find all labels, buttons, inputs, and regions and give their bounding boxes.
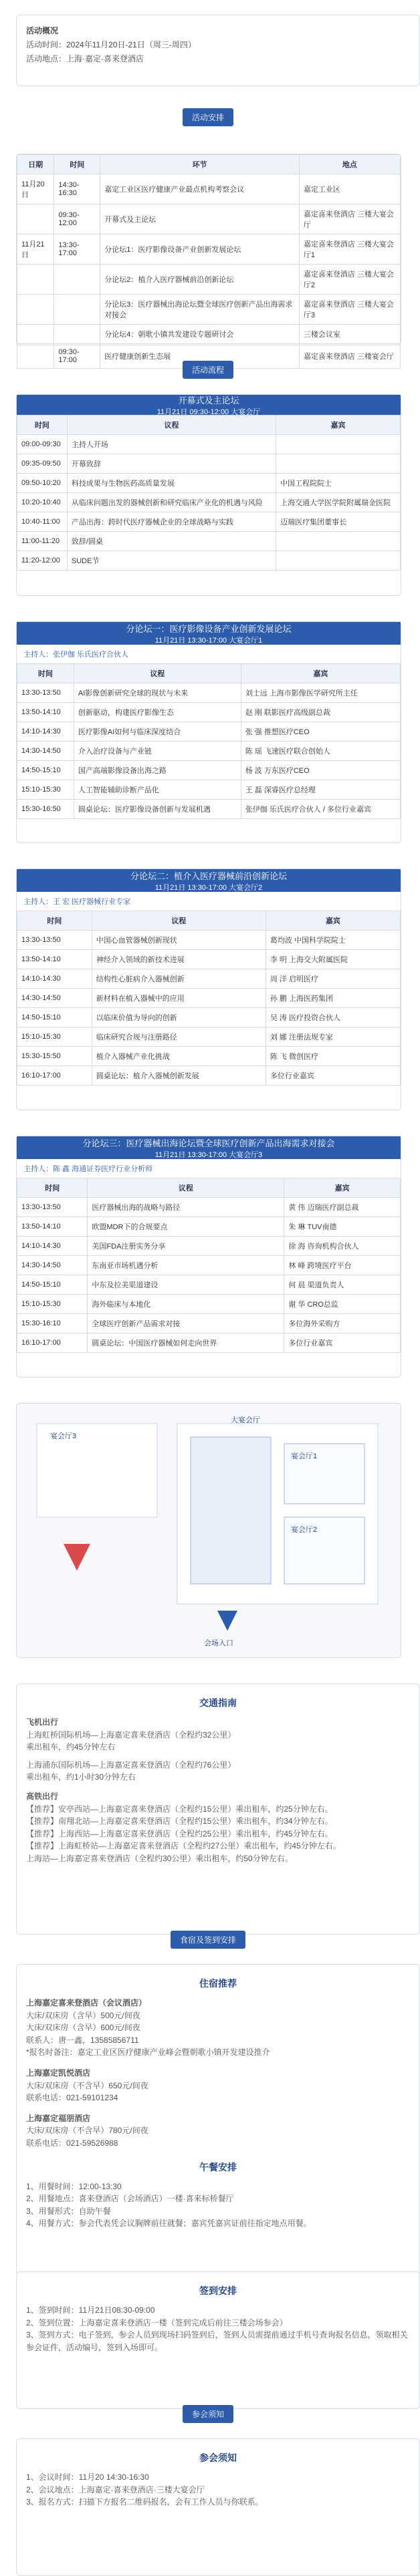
- flight-title: 飞机出行: [26, 1718, 59, 1727]
- forum1-header-time: 时间: [17, 664, 74, 683]
- lunch-item: 1、用餐时间：12:00-13:30: [26, 2181, 122, 2191]
- forum2-subtitle: 11月21日 13:30-17:00 大宴会厅2: [154, 883, 263, 892]
- forum1-guest: 陈 瑶 飞速医疗联合创始人: [241, 742, 400, 761]
- main-forum-guest: 中国工程院院士: [276, 474, 401, 493]
- lunch-item: 3、用餐形式：自助午餐: [26, 2206, 111, 2216]
- main-forum-topic: 致辞/圆桌: [67, 532, 276, 551]
- forum2-header-time: 时间: [17, 911, 92, 931]
- notice-item: 2、会议地点：上海嘉定·喜来登酒店·三楼大宴会厅: [26, 2484, 205, 2494]
- forum1-row: [17, 703, 401, 722]
- main-forum-time: 09:50-10:20: [17, 474, 68, 493]
- main-forum-guest: [276, 454, 401, 474]
- signin-item: 1、签到时间：11月21日08:30-09:00: [26, 2305, 155, 2315]
- forum3-guest: 多位行业嘉宾: [284, 1333, 401, 1353]
- forum3-topic: 中东及拉美渠道建设: [88, 1275, 284, 1295]
- agenda-date: [17, 325, 54, 344]
- forum2-time: 14:30-14:50: [17, 989, 92, 1008]
- forum3-topic: 东南亚市场机遇分析: [88, 1256, 284, 1275]
- forum1-guest: 张伊伽 乐氏医疗合伙人 / 多位行业嘉宾: [241, 800, 400, 819]
- map-label-hall2: 宴会厅2: [291, 1526, 318, 1534]
- main-forum-time: 10:20-10:40: [17, 493, 68, 512]
- hotel-pill-wrap: [16, 1931, 400, 1944]
- signin-card: [16, 2271, 420, 2409]
- lunch-item: 2、用餐地点：喜来登酒店（会场酒店）一楼·喜来标桥餐厅: [26, 2194, 234, 2204]
- hotel-title: 住宿推荐: [199, 1978, 237, 1989]
- flight-2b: 乘出租车，约1小时30分钟左右: [26, 1772, 136, 1782]
- agenda-row: [17, 234, 401, 265]
- hotel1-name: 上海嘉定喜来登酒店（会议酒店）: [26, 1998, 147, 2007]
- forum2-topic: 以临床价值为导向的创新: [92, 1008, 266, 1027]
- program-pill: 活动流程: [183, 361, 233, 379]
- forum2-time: 13:30-13:50: [17, 931, 92, 950]
- hotel2-phone: 联系电话：021-59101234: [26, 2093, 118, 2103]
- forum3-topic: 欧盟MDR下的合规要点: [88, 1217, 284, 1237]
- agenda-time: [54, 265, 100, 295]
- agenda-header-item: 环节: [100, 155, 300, 174]
- forum2-time: 14:10-14:30: [17, 969, 92, 989]
- forum3-topic: 医疗器械出海的战略与路径: [88, 1198, 284, 1217]
- forum1-guest: 杨 波 万东医疗CEO: [241, 761, 400, 780]
- forum2-header-topic: 议程: [92, 911, 266, 931]
- hotel1-price2: 大床/双床房（含早）600元/间夜: [26, 2023, 140, 2033]
- agenda-place: 嘉定喜来登酒店 三楼大宴会厅2: [299, 265, 400, 295]
- hotel-card: [16, 1964, 420, 2275]
- forum2-topic: 中国心血管器械创新现状: [92, 931, 266, 950]
- main-forum-row: [17, 512, 401, 532]
- meeting-place: 活动地点：上海·嘉定·喜来登酒店: [26, 54, 144, 63]
- forum1-time: 13:50-14:10: [17, 703, 74, 722]
- main-forum-row: [17, 474, 401, 493]
- agenda-item: 分论坛4：朝歌小镇共发建设专题研讨会: [100, 325, 300, 344]
- forum2-header-guest: 嘉宾: [266, 911, 400, 931]
- forum3-title: 分论坛三：医疗器械出海论坛暨全球医疗创新产品出海需求对接会: [82, 1138, 335, 1148]
- forum1-title-bar: [17, 622, 401, 645]
- map-label-main-hall: 大宴会厅: [231, 1416, 260, 1424]
- forum1-header-topic: 议程: [74, 664, 241, 683]
- agenda-time: [54, 295, 100, 325]
- lunch-title: 午餐安排: [199, 2161, 237, 2172]
- forum3-time: 16:10-17:00: [17, 1333, 88, 1353]
- forum2-title-bar: [17, 869, 401, 892]
- map-label-hall1: 宴会厅1: [291, 1452, 318, 1460]
- main-forum-title-bar: [17, 395, 401, 415]
- main-forum-topic: 产品出海：跨时代医疗器械企业的全球战略与实践: [67, 512, 276, 532]
- main-forum-card: [16, 394, 401, 596]
- hotel1-price1: 大床/双床房（含早）500元/间夜: [26, 2010, 140, 2020]
- forum1-guest: 王 磊 深睿医疗总经理: [241, 780, 400, 800]
- train-2: 【推荐】南翔北站—上海嘉定喜来登酒店（全程约15公里）乘出租车，约34分钟左右。: [26, 1816, 333, 1826]
- forum1-row: [17, 800, 401, 819]
- forum2-title: 分论坛二：植介入医疗器械前沿创新论坛: [130, 870, 287, 881]
- forum2-guest: 陈 飞 微创医疗: [266, 1047, 400, 1066]
- forum3-time: 14:30-14:50: [17, 1256, 88, 1275]
- hotel2-name: 上海嘉定凯悦酒店: [26, 2068, 91, 2078]
- train-3: 【推荐】上海西站—上海嘉定喜来登酒店（全程约25公里）乘出租车，约45分钟左右。: [26, 1828, 333, 1838]
- contact-pill-wrap: [16, 2405, 400, 2418]
- forum3-topic: 圆桌论坛：中国医疗器械如何走向世界: [88, 1333, 284, 1353]
- forum3-row: [17, 1198, 401, 1217]
- hotel1-note: *报名时备注：嘉定工业区医疗健康产业峰会暨朝歌小镇开发建设推介: [26, 2048, 270, 2058]
- agenda-time: 09:30-17:00: [54, 344, 100, 369]
- forum1-title-wrap: [126, 622, 291, 645]
- main-forum-table: [17, 415, 401, 571]
- forum2-row: [17, 950, 401, 969]
- forum2-topic: 临床研究合规与注册路径: [92, 1027, 266, 1047]
- contact-pill: 参会须知: [183, 2405, 233, 2423]
- signin-item: 3、签到方式：电子签到，参会人员到现场扫码签到后，签到人员需提前通过手机号查询报名信息，领取相关参会证件，活动编号，签到入场即可。: [26, 2330, 408, 2352]
- agenda-time: 14:30-16:30: [54, 174, 100, 204]
- map-label-hall3: 宴会厅3: [50, 1432, 77, 1440]
- meeting-info-title: 活动概况: [26, 26, 59, 35]
- agenda-header-place: 地点: [299, 155, 400, 174]
- train-5: 上海站—上海嘉定喜来登酒店（全程约30公里）乘出租车，约50分钟左右。: [26, 1853, 293, 1863]
- agenda-row: [17, 204, 401, 234]
- forum1-time: 15:10-15:30: [17, 780, 74, 800]
- traffic-card: [16, 1683, 420, 1935]
- forum3-guest: 谢 华 CRO总监: [284, 1295, 401, 1314]
- forum3-header-row: [17, 1178, 401, 1198]
- forum3-row: [17, 1333, 401, 1353]
- hotel2-price: 大床/双床房（不含早）650元/间夜: [26, 2080, 148, 2090]
- forum2-host: 主持人：王 宏 医疗器械行业专家: [23, 898, 131, 906]
- agenda-item: 分论坛3：医疗器械出海论坛暨全球医疗创新产品出海需求对接会: [100, 295, 300, 325]
- forum1-guest: 赵 刚 联影医疗高级副总裁: [241, 703, 400, 722]
- forum2-time: 15:30-15:50: [17, 1047, 92, 1066]
- agenda-item: 分论坛2：植介入医疗器械前沿创新论坛: [100, 265, 300, 295]
- forum2-topic: 植介入器械产业化挑战: [92, 1047, 266, 1066]
- hotel3-phone: 联系电话：021-59526988: [26, 2138, 118, 2148]
- meeting-time: 活动时间：2024年11月20日-21日（周三-周四）: [26, 40, 196, 49]
- main-forum-topic: 开幕致辞: [67, 454, 276, 474]
- main-forum-guest: [276, 532, 401, 551]
- agenda-card: [16, 154, 401, 364]
- forum3-title-wrap: [82, 1136, 334, 1160]
- forum2-card: [16, 868, 401, 1110]
- agenda-header-row: [17, 155, 401, 174]
- forum3-table: [17, 1178, 401, 1353]
- main-forum-time: 09:00-09:30: [17, 435, 68, 454]
- agenda-place: 嘉定喜来登酒店 三楼大宴会厅: [299, 204, 400, 234]
- forum3-guest: 林 峰 跨境医疗平台: [284, 1256, 401, 1275]
- forum1-guest: 刘士远 上海市影像医学研究所主任: [241, 683, 400, 703]
- main-forum-guest: [276, 435, 401, 454]
- forum2-table: [17, 911, 401, 1086]
- forum1-row: [17, 683, 401, 703]
- forum2-row: [17, 1047, 401, 1066]
- agenda-item: 开幕式及主论坛: [100, 204, 300, 234]
- agenda-pill-wrap: [16, 108, 400, 122]
- forum2-time: 13:50-14:10: [17, 950, 92, 969]
- forum2-title-wrap: [130, 869, 287, 893]
- lunch-item: 4、用餐方式：参会代表凭会议胸牌前往就餐；嘉宾凭嘉宾证前往指定地点用餐。: [26, 2219, 312, 2229]
- forum3-row: [17, 1237, 401, 1256]
- forum2-time: 16:10-17:00: [17, 1066, 92, 1086]
- forum1-time: 14:10-14:30: [17, 722, 74, 742]
- flight-1: 上海虹桥国际机场—上海嘉定喜来登酒店（全程约32公里）: [26, 1730, 236, 1740]
- signin-title: 签到安排: [199, 2285, 237, 2296]
- forum1-topic: 人工智能辅助诊断产品化: [74, 780, 241, 800]
- agenda-item: 分论坛1：医疗影像设备产业创新发展论坛: [100, 234, 300, 265]
- forum2-row: [17, 989, 401, 1008]
- forum2-time: 14:50-15:10: [17, 1008, 92, 1027]
- train-1: 【推荐】安亭西站—上海嘉定喜来登酒店（全程约15公里）乘出租车，约25分钟左右。: [26, 1804, 333, 1814]
- notice-card: [16, 2438, 420, 2576]
- signin-item: 2、签到位置：上海嘉定喜来登酒店一楼（签到完成后前往三楼会场参会）: [26, 2317, 288, 2327]
- agenda-place: 三楼会议室: [299, 325, 400, 344]
- main-forum-guest: [276, 551, 401, 571]
- map-arrow-blue: [217, 1611, 237, 1631]
- forum2-guest: 孙 鹏 上海医药集团: [266, 989, 400, 1008]
- main-forum-subtitle: 11月21日 09:30-12:00 大宴会厅: [156, 408, 261, 416]
- train-title: 高铁出行: [26, 1791, 59, 1801]
- agenda-row: [17, 174, 401, 204]
- forum1-time: 14:50-15:10: [17, 761, 74, 780]
- forum2-topic: 圆桌论坛：植介入器械创新发展: [92, 1066, 266, 1086]
- forum3-time: 13:30-13:50: [17, 1198, 88, 1217]
- hotel3-name: 上海嘉定福朋酒店: [26, 2113, 91, 2123]
- forum1-table: [17, 663, 401, 819]
- forum2-guest: 吴 涛 医疗投资合伙人: [266, 1008, 400, 1027]
- agenda-pill: 活动安排: [183, 108, 233, 126]
- forum1-row: [17, 722, 401, 742]
- forum3-row: [17, 1217, 401, 1237]
- agenda-place: 嘉定喜来登酒店 三楼大宴会厅1: [299, 234, 400, 265]
- forum1-subtitle: 11月21日 13:30-17:00 大宴会厅1: [154, 636, 263, 645]
- main-forum-row: [17, 551, 401, 571]
- forum3-title-bar: [17, 1136, 401, 1159]
- notice-item: 1、会议时间：11月20 14:30-16:30: [26, 2472, 149, 2482]
- forum2-topic: 新材料在植入器械中的应用: [92, 989, 266, 1008]
- forum1-topic: AI影像创新研究全球的现状与未来: [74, 683, 241, 703]
- main-forum-row: [17, 454, 401, 474]
- forum2-row: [17, 969, 401, 989]
- hotel1-contact: 联系人：唐一鑫，13585856711: [26, 2035, 139, 2045]
- forum3-guest: 何 晨 渠道负责人: [284, 1275, 401, 1295]
- main-forum-title-wrap: [157, 393, 260, 417]
- forum3-guest: 朱 琳 TUV南德: [284, 1217, 401, 1237]
- forum2-row: [17, 1066, 401, 1086]
- forum2-row: [17, 1027, 401, 1047]
- forum1-header-row: [17, 664, 401, 683]
- main-forum-time: 11:20-12:00: [17, 551, 68, 571]
- flight-1b: 乘出租车，约45分钟左右: [26, 1742, 116, 1752]
- forum3-subtitle: 11月21日 13:30-17:00 大宴会厅3: [154, 1150, 263, 1159]
- forum3-topic: 美国FDA注册实务分享: [88, 1237, 284, 1256]
- forum1-guest: 张 强 推想医疗CEO: [241, 722, 400, 742]
- forum2-header-row: [17, 911, 401, 931]
- forum3-row: [17, 1314, 401, 1333]
- forum2-topic: 结构性心脏病介入器械创新: [92, 969, 266, 989]
- agenda-place: 嘉定工业区: [299, 174, 400, 204]
- main-forum-topic: SUDE节: [67, 551, 276, 571]
- forum3-guest: 多位海外采购方: [284, 1314, 401, 1333]
- forum2-guest: 周 洋 启明医疗: [266, 969, 400, 989]
- main-forum-row: [17, 435, 401, 454]
- forum2-row: [17, 931, 401, 950]
- main-forum-topic: 从临床问题出发的器械创新和研究临床产业化的机遇与风险: [67, 493, 276, 512]
- agenda-date: 11月21日: [17, 234, 54, 265]
- map-hall-grid: [191, 1437, 271, 1584]
- main-forum-header-topic: 议程: [67, 416, 276, 435]
- forum3-row: [17, 1295, 401, 1314]
- forum3-card: [16, 1136, 401, 1378]
- meeting-info-card: [16, 15, 420, 86]
- forum1-header-guest: 嘉宾: [241, 664, 400, 683]
- flight-2: 上海浦东国际机场—上海嘉定喜来登酒店（全程约76公里）: [26, 1760, 236, 1770]
- agenda-table: [17, 154, 401, 369]
- agenda-item: 嘉定工业区医疗健康产业最点机构考察会议: [100, 174, 300, 204]
- forum1-topic: 创新驱动，构建医疗影像生态: [74, 703, 241, 722]
- main-forum-row: [17, 493, 401, 512]
- forum1-title: 分论坛一：医疗影像设备产业创新发展论坛: [126, 623, 292, 634]
- forum1-time: 13:30-13:50: [17, 683, 74, 703]
- main-forum-guest: 上海交通大学医学院附属瑞金医院: [276, 493, 401, 512]
- main-forum-guest: 迈瑞医疗集团董事长: [276, 512, 401, 532]
- forum1-row: [17, 742, 401, 761]
- forum3-header-time: 时间: [17, 1178, 88, 1198]
- map-arrow-red: [64, 1544, 90, 1571]
- main-forum-row: [17, 532, 401, 551]
- forum1-time: 14:30-14:50: [17, 742, 74, 761]
- forum1-topic: 国产高端影像设备出海之路: [74, 761, 241, 780]
- forum2-time: 15:10-15:30: [17, 1027, 92, 1047]
- forum2-guest: 多位行业嘉宾: [266, 1066, 400, 1086]
- agenda-time: 09:30-12:00: [54, 204, 100, 234]
- forum2-guest: 刘 娜 注册法规专家: [266, 1027, 400, 1047]
- main-forum-time: 11:00-11:20: [17, 532, 68, 551]
- forum3-time: 15:30-16:10: [17, 1314, 88, 1333]
- forum1-row: [17, 780, 401, 800]
- notice-item: 3、报名方式：扫描下方报名二维码报名，会有工作人员与你联系。: [26, 2497, 264, 2507]
- forum1-topic: 圆桌论坛：医疗影像设备创新与发展机遇: [74, 800, 241, 819]
- forum3-time: 14:50-15:10: [17, 1275, 88, 1295]
- main-forum-title: 开幕式及主论坛: [178, 395, 239, 406]
- forum1-topic: 医疗影像AI如何与临床深度结合: [74, 722, 241, 742]
- agenda-item: 医疗健康创新生态展: [100, 344, 300, 369]
- agenda-date: 11月20日: [17, 174, 54, 204]
- venue-map: [16, 1403, 401, 1658]
- forum3-guest: 徐 海 咨询机构合伙人: [284, 1237, 401, 1256]
- forum3-time: 13:50-14:10: [17, 1217, 88, 1237]
- agenda-row: [17, 295, 401, 325]
- forum3-time: 14:10-14:30: [17, 1237, 88, 1256]
- forum3-time: 15:10-15:30: [17, 1295, 88, 1314]
- forum1-card: [16, 621, 401, 843]
- main-forum-time: 10:40-11:00: [17, 512, 68, 532]
- agenda-row: [17, 325, 401, 344]
- main-forum-time: 09:35-09:50: [17, 454, 68, 474]
- main-forum-header-row: [17, 416, 401, 435]
- forum2-guest: 李 明 上海交大附属医院: [266, 950, 400, 969]
- forum3-guest: 黄 伟 迈瑞医疗副总裁: [284, 1198, 401, 1217]
- train-4: 【推荐】上海虹桥站—上海嘉定喜来登酒店（全程约27公里）乘出租车，约45分钟左右。: [26, 1841, 341, 1851]
- forum2-row: [17, 1008, 401, 1027]
- agenda-time: 13:30-17:00: [54, 234, 100, 265]
- venue-map-svg: [17, 1404, 401, 1657]
- main-forum-header-time: 时间: [17, 416, 68, 435]
- agenda-header-time: 时间: [54, 155, 100, 174]
- main-forum-topic: 主持人开场: [67, 435, 276, 454]
- forum2-guest: 葛均波 中国科学院院士: [266, 931, 400, 950]
- agenda-place: 嘉定喜来登酒店 三楼宴会厅: [299, 344, 400, 369]
- forum1-row: [17, 761, 401, 780]
- notice-title: 参会须知: [199, 2452, 237, 2463]
- agenda-place: 嘉定喜来登酒店 三楼大宴会厅3: [299, 295, 400, 325]
- forum3-header-topic: 议程: [88, 1178, 284, 1198]
- traffic-title: 交通指南: [199, 1698, 237, 1708]
- agenda-date: [17, 265, 54, 295]
- hotel-pill: 食宿及签到安排: [171, 1931, 245, 1949]
- forum2-topic: 神经介入领域的新技术进展: [92, 950, 266, 969]
- forum3-topic: 海外临床与本地化: [88, 1295, 284, 1314]
- forum1-host: 主持人：张伊伽 乐氏医疗合伙人: [23, 651, 129, 659]
- agenda-header-date: 日期: [17, 155, 54, 174]
- forum3-header-guest: 嘉宾: [284, 1178, 401, 1198]
- forum3-row: [17, 1275, 401, 1295]
- agenda-date: [17, 295, 54, 325]
- map-label-entrance: 会场入口: [204, 1639, 233, 1647]
- agenda-time: [54, 325, 100, 344]
- main-forum-topic: 科技成果与生物医药高质量发展: [67, 474, 276, 493]
- main-forum-header-guest: 嘉宾: [276, 416, 401, 435]
- forum1-topic: 介入治疗设备与产业链: [74, 742, 241, 761]
- forum3-host: 主持人：陈 鑫 海通证券医疗行业分析师: [23, 1165, 153, 1173]
- agenda-date: [17, 204, 54, 234]
- forum1-time: 15:30-16:50: [17, 800, 74, 819]
- hotel3-price: 大床/双床房（不含早）780元/间夜: [26, 2126, 148, 2136]
- forum3-topic: 全球医疗创新产品需求对接: [88, 1314, 284, 1333]
- program-pill-wrap: [16, 361, 400, 374]
- agenda-row: [17, 265, 401, 295]
- forum3-row: [17, 1256, 401, 1275]
